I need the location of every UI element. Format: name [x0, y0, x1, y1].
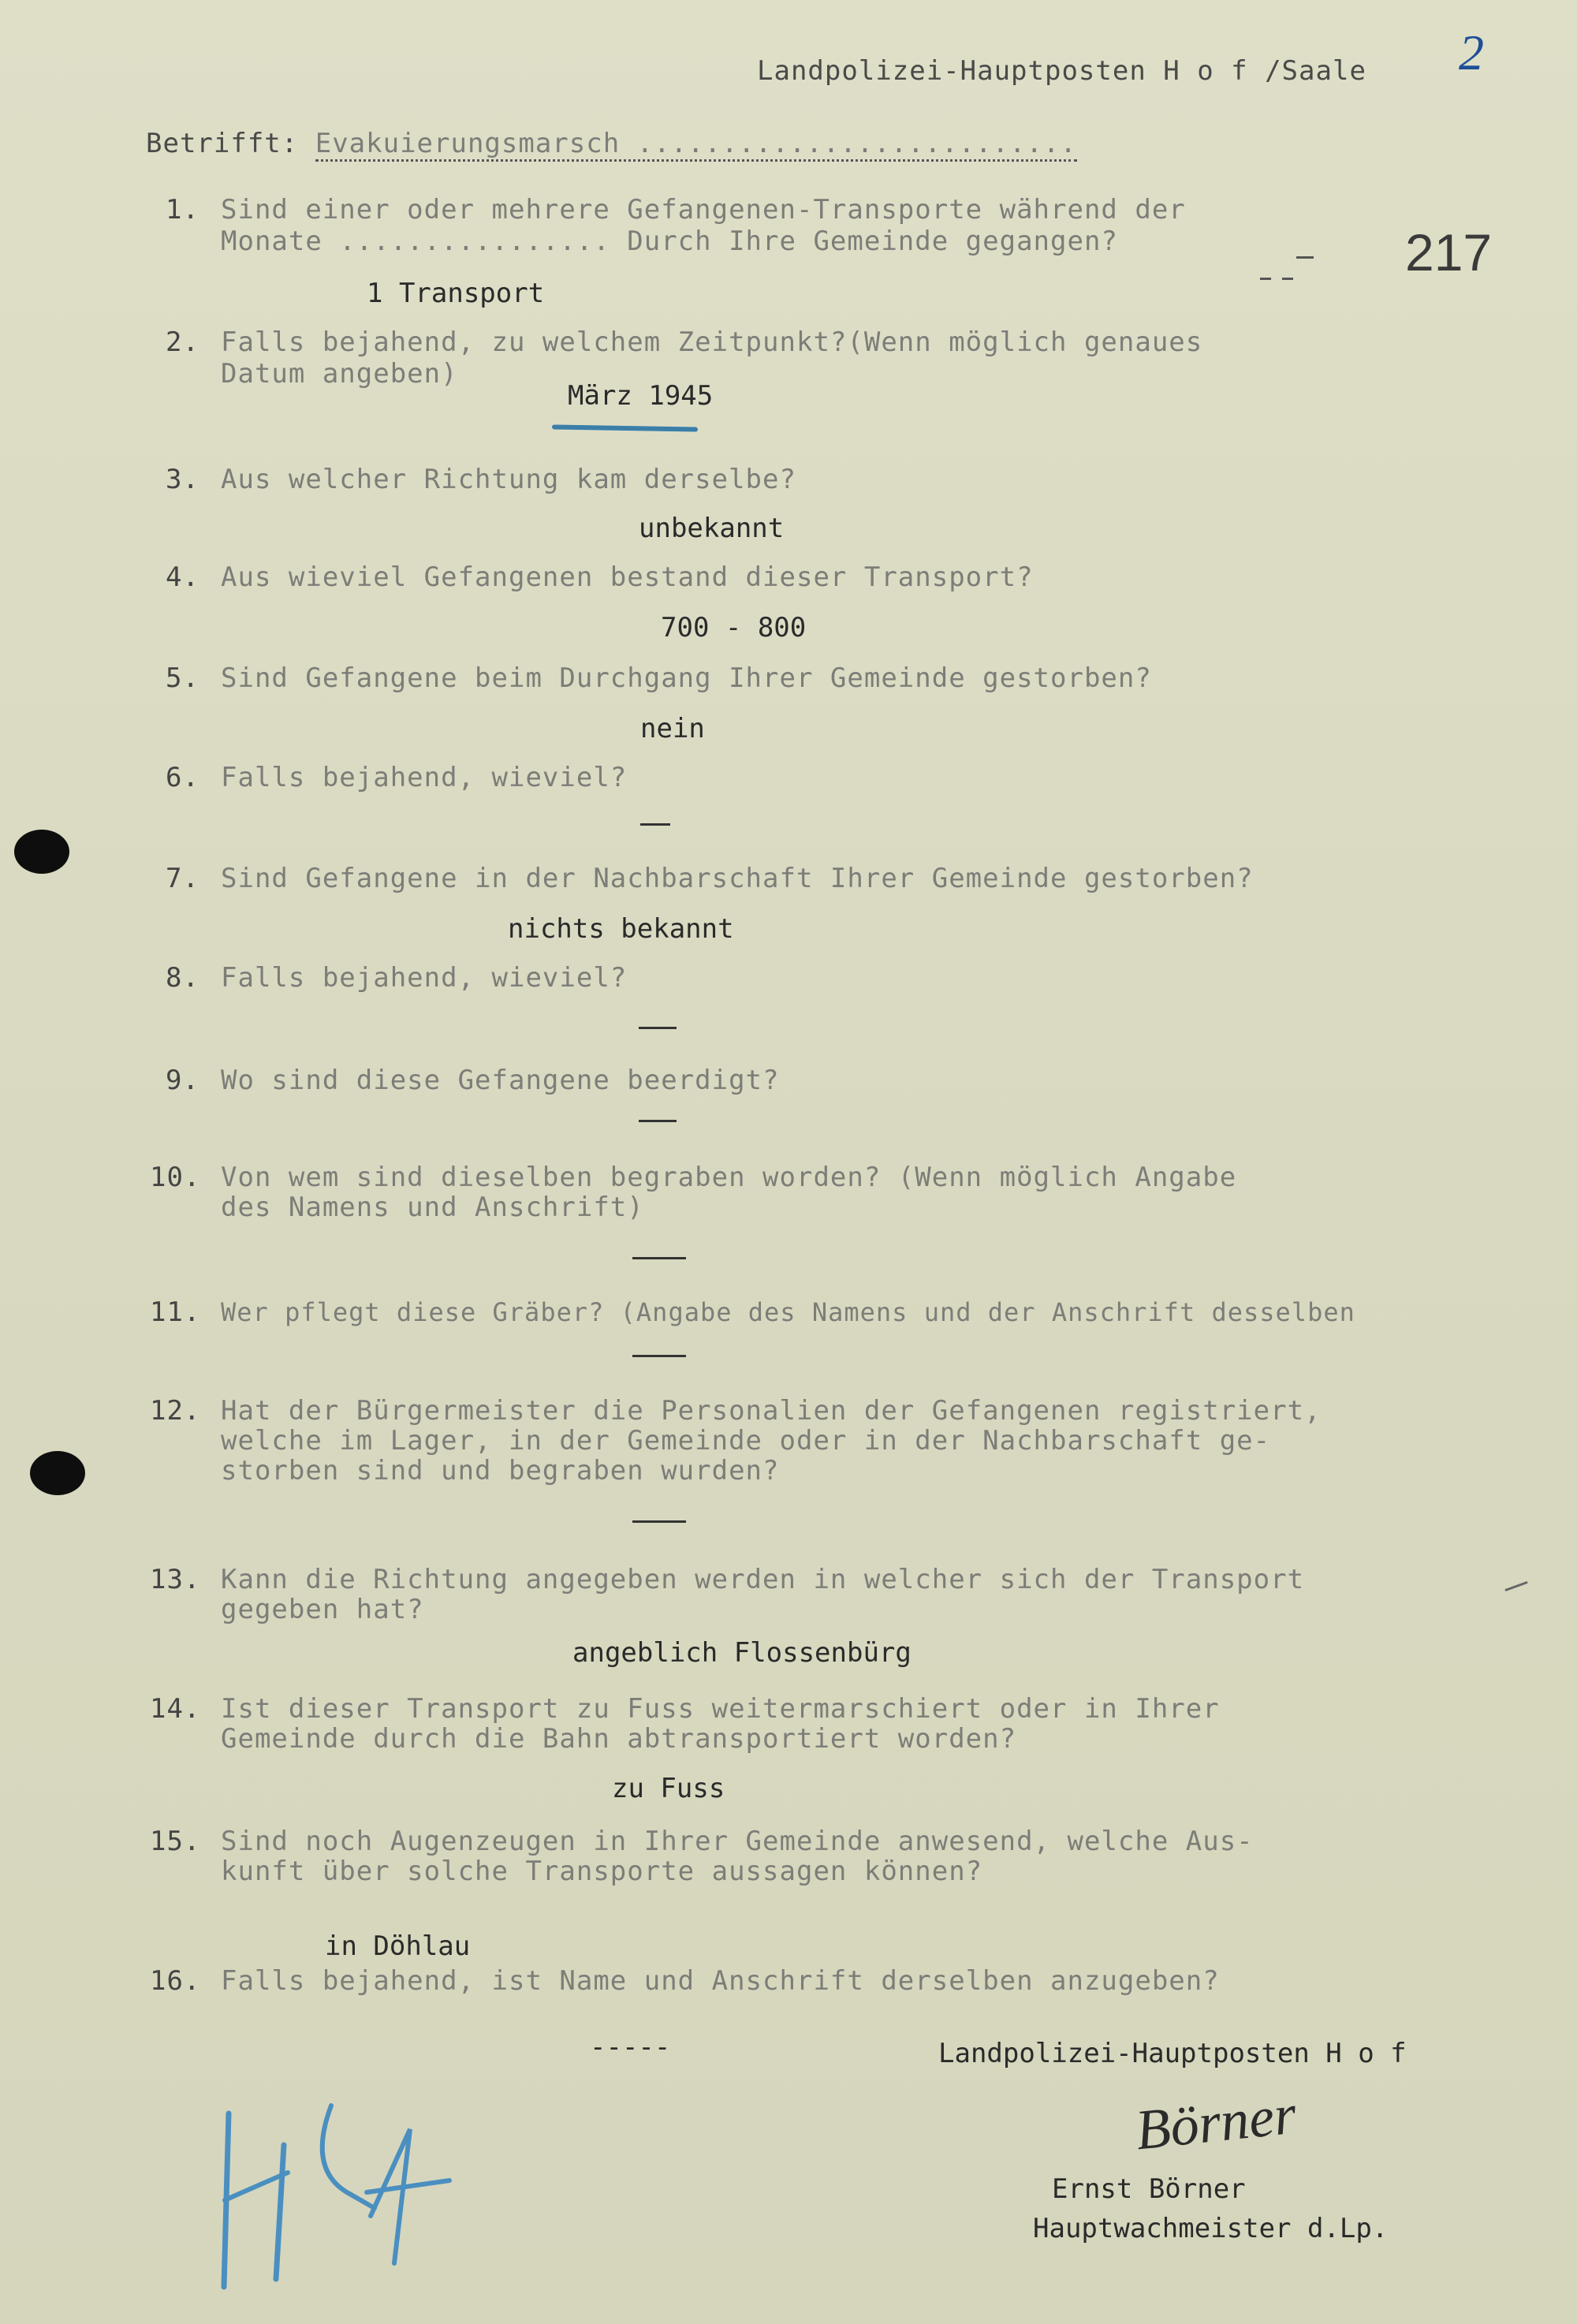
question-text: Falls bejahend, wieviel? — [221, 962, 628, 994]
question-number: 10. — [150, 1162, 201, 1193]
question-number: 16. — [150, 1965, 201, 1997]
question-8 — [166, 962, 627, 994]
question-text: Aus wieviel Gefangenen bestand dieser Transport? — [221, 561, 1034, 593]
question-text: gegeben hat? — [221, 1594, 424, 1625]
question-text: Sind Gefangene beim Durchgang Ihrer Gemeinde gestorben? — [221, 662, 1152, 694]
header-office: Landpolizei-Hauptposten H o f /Saale — [757, 55, 1366, 87]
question-text: storben sind und begraben wurden? — [221, 1455, 780, 1487]
page-mark: 2 — [1459, 24, 1484, 80]
doc-number: 217 — [1405, 223, 1493, 282]
question-number: 8. — [166, 962, 199, 994]
question-5 — [166, 662, 1152, 694]
question-text: Sind einer oder mehrere Gefangenen-Transporte während der — [221, 194, 1186, 226]
answer-dash — [639, 1027, 677, 1029]
question-3 — [166, 464, 796, 495]
question-number: 14. — [150, 1693, 201, 1725]
question-text: Falls bejahend, wieviel? — [221, 762, 628, 793]
answer-13: angeblich Flossenbürg — [572, 1637, 912, 1669]
subject-label: Betrifft: — [146, 128, 299, 159]
closing-office: Landpolizei-Hauptposten H o f — [938, 2038, 1407, 2069]
answer-dash — [632, 1355, 686, 1357]
question-text: Wo sind diese Gefangene beerdigt? — [221, 1065, 780, 1096]
question-text: Falls bejahend, ist Name und Anschrift derselben anzugeben? — [221, 1965, 1220, 1997]
question-number: 2. — [166, 326, 199, 358]
stray-mark — [1296, 256, 1314, 259]
question-number: 13. — [150, 1564, 201, 1595]
question-text: des Namens und Anschrift) — [221, 1192, 644, 1223]
answer-4: 700 - 800 — [661, 612, 807, 643]
answer-1: 1 Transport — [367, 278, 545, 309]
punch-hole-top — [14, 830, 69, 874]
closing-dashes: ----- — [590, 2031, 671, 2063]
question-text: Wer pflegt diese Gräber? (Angabe des Namens und der Anschrift desselben — [221, 1297, 1355, 1327]
question-text: welche im Lager, in der Gemeinde oder in der Nachbarschaft ge- — [221, 1425, 1271, 1457]
answer-3: unbekannt — [639, 513, 785, 544]
signer-rank: Hauptwachmeister d.Lp. — [1033, 2213, 1389, 2244]
question-12 — [150, 1396, 1322, 1486]
question-number: 6. — [166, 762, 199, 793]
question-number: 11. — [150, 1296, 201, 1328]
blue-pencil-initials — [213, 2098, 473, 2303]
question-6 — [166, 762, 627, 793]
answer-dash — [632, 1257, 686, 1259]
question-text: Hat der Bürgermeister die Personalien der Gefangenen registriert, — [221, 1395, 1322, 1427]
answer-2: März 1945 — [568, 380, 714, 412]
question-number: 3. — [166, 464, 199, 495]
question-text: Falls bejahend, zu welchem Zeitpunkt?(Wenn möglich genaues — [221, 326, 1203, 358]
stray-mark — [1282, 278, 1293, 280]
question-15 — [150, 1826, 1254, 1886]
answer-14: zu Fuss — [612, 1773, 725, 1804]
question-11 — [150, 1296, 1355, 1328]
signer-name: Ernst Börner — [1052, 2173, 1246, 2205]
answer-dash — [639, 1120, 677, 1122]
question-4 — [166, 561, 1034, 593]
question-text: Ist dieser Transport zu Fuss weitermarschiert oder in Ihrer — [221, 1693, 1220, 1725]
question-number: 15. — [150, 1826, 201, 1857]
answer-dash — [640, 823, 670, 826]
question-number: 4. — [166, 561, 199, 593]
answer-dash — [632, 1520, 686, 1523]
question-text: Sind Gefangene in der Nachbarschaft Ihrer Gemeinde gestorben? — [221, 863, 1254, 894]
question-text: Monate ................ Durch Ihre Gemeinde gegangen? — [221, 226, 1118, 257]
answer-16: in Döhlau — [325, 1930, 471, 1962]
stray-mark — [1504, 1581, 1527, 1591]
subject-text: Evakuierungsmarsch .......................... — [315, 128, 1077, 162]
question-text: Datum angeben) — [221, 358, 458, 390]
question-text: kunft über solche Transporte aussagen können? — [221, 1856, 983, 1887]
question-number: 1. — [166, 194, 199, 226]
punch-hole-bottom — [30, 1451, 85, 1495]
question-text: Sind noch Augenzeugen in Ihrer Gemeinde anwesend, welche Aus- — [221, 1826, 1254, 1857]
stray-mark — [1260, 278, 1271, 280]
question-number: 12. — [150, 1395, 201, 1427]
signature: Börner — [1132, 2082, 1299, 2162]
blue-pencil-underline — [552, 424, 698, 431]
question-10 — [150, 1162, 1236, 1222]
question-text: Von wem sind dieselben begraben worden? (Wenn möglich Angabe — [221, 1162, 1237, 1193]
subject-line — [146, 128, 1077, 159]
question-7 — [166, 863, 1254, 894]
answer-5: nein — [640, 713, 705, 744]
question-1 — [166, 194, 1186, 257]
question-number: 7. — [166, 863, 199, 894]
question-14 — [150, 1694, 1220, 1754]
question-16 — [150, 1965, 1220, 1997]
question-text: Aus welcher Richtung kam derselbe? — [221, 464, 796, 495]
question-text: Kann die Richtung angegeben werden in welcher sich der Transport — [221, 1564, 1305, 1595]
question-number: 9. — [166, 1065, 199, 1096]
question-number: 5. — [166, 662, 199, 694]
question-9 — [166, 1065, 780, 1096]
answer-7: nichts bekannt — [508, 913, 734, 945]
question-text: Gemeinde durch die Bahn abtransportiert worden? — [221, 1723, 1017, 1755]
question-13 — [150, 1565, 1304, 1625]
